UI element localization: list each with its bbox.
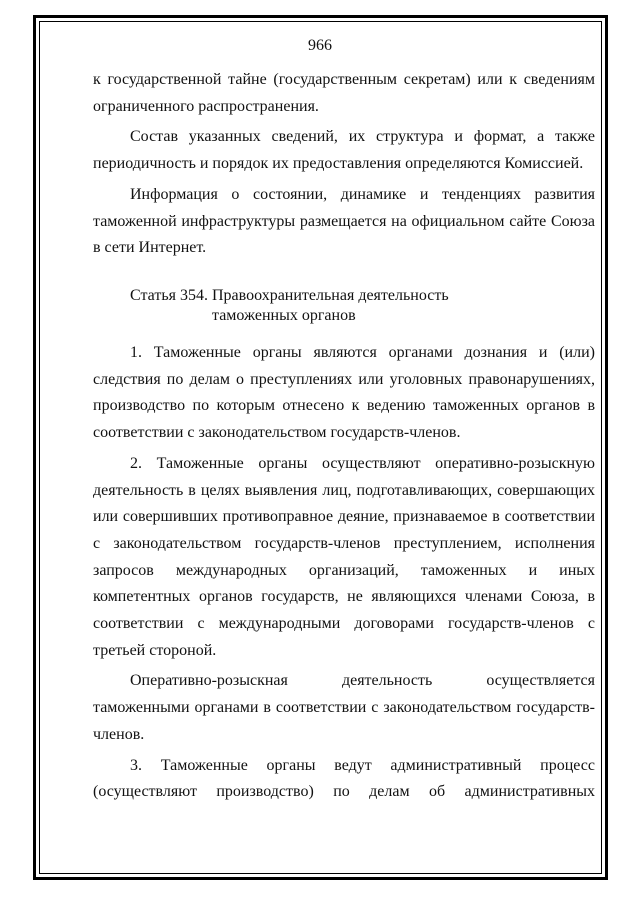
page-number: 966 [308,37,332,54]
article-text-block [93,340,595,806]
article-title-line1: Статья 354. Правоохранительная деятельность [130,287,449,304]
article-title-line2: таможенных органов [212,307,356,324]
article-paragraph-operative: Оперативно-розыскная деятельность осуществляется таможенными органами в соответствии с законодательством государств-членов. [93,672,595,743]
article-heading [130,286,449,326]
article-paragraph-2: 2. Таможенные органы осуществляют оперативно-розыскную деятельность в целях выявления лиц, подготавливающих, совершающих или совершивших противоправное деяние, признаваемое в соответствии с законодательством государств-членов преступлением, исполнения запросов международных организаций, таможенных и иных компетентных органов государств, не являющихся членами Союза, в соответствии с международными договорами государств-членов с третьей стороной. [93,454,595,659]
paragraph-secrets: к государственной тайне (государственным секретам) или к сведениям ограниченного распространения. [93,71,595,115]
top-text-block [93,67,595,262]
paragraph-composition: Состав указанных сведений, их структура и формат, а также периодичность и порядок их предоставления определяются Комиссией. [93,128,595,173]
article-paragraph-3: 3. Таможенные органы ведут административный процесс (осуществляют производство) по делам об административных [93,756,595,801]
paragraph-infrastructure: Информация о состоянии, динамике и тенденциях развития таможенной инфраструктуры размещается на официальном сайте Союза в сети Интернет. [93,185,595,257]
article-paragraph-1: 1. Таможенные органы являются органами дознания и (или) следствия по делам о преступлениях или уголовных правонарушениях, производство по которым отнесено к ведению таможенных органов в соответствии с законодательством государств-членов. [93,344,595,442]
